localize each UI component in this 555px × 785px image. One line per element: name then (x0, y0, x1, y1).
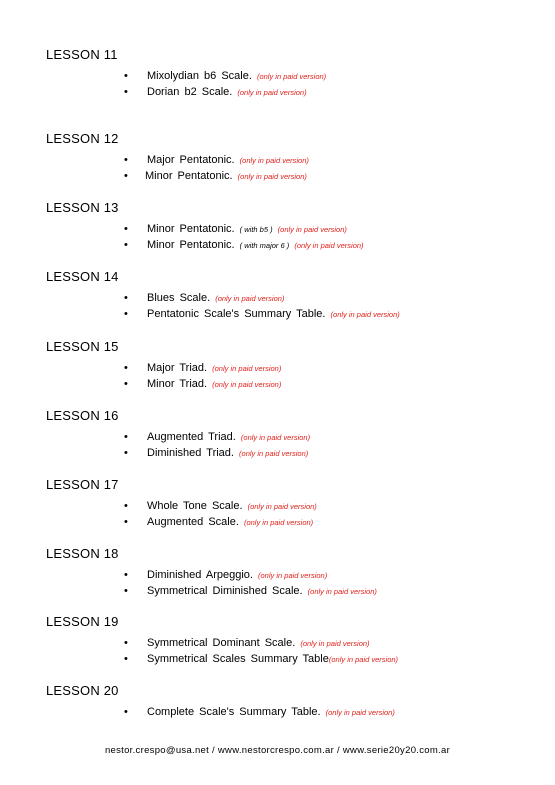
bullet: • (124, 239, 128, 251)
lesson-title: LESSON 18 (46, 546, 119, 561)
list-item (46, 498, 317, 514)
item-text: Minor Pentatonic. (147, 223, 235, 235)
item-text: Mixolydian b6 Scale. (147, 70, 252, 82)
paid-note: (only in paid version) (258, 571, 328, 580)
lesson-title: LESSON 11 (46, 47, 118, 62)
bullet: • (124, 516, 128, 528)
bullet: • (124, 362, 128, 374)
lesson-13 (46, 199, 364, 253)
lesson-15 (46, 338, 282, 392)
paid-note: (only in paid version) (325, 708, 395, 717)
bullet: • (124, 170, 128, 182)
lesson-14 (46, 268, 400, 322)
list-item (46, 168, 307, 184)
item-text: Blues Scale. (147, 292, 211, 304)
bullet: • (124, 154, 128, 166)
list-item (46, 84, 307, 100)
list-item (46, 567, 328, 583)
lesson-title: LESSON 19 (46, 614, 119, 629)
paid-note: (only in paid version) (294, 241, 364, 250)
paid-note: (only in paid version) (212, 364, 282, 373)
item-qualifier: ( with major 6 ) (239, 241, 290, 250)
lesson-title: LESSON 12 (46, 131, 119, 146)
bullet: • (124, 292, 128, 304)
list-item (46, 237, 364, 253)
bullet: • (124, 70, 128, 82)
paid-note: (only in paid version) (215, 294, 285, 303)
bullet: • (124, 569, 128, 581)
item-text: Augmented Scale. (147, 516, 239, 528)
paid-note: (only in paid version) (307, 587, 377, 596)
list-item (46, 360, 282, 376)
item-text: Dorian b2 Scale. (147, 86, 233, 98)
item-text: Symmetrical Dominant Scale. (147, 637, 296, 649)
paid-note: (only in paid version) (328, 655, 399, 664)
lesson-18 (46, 545, 377, 599)
list-item (46, 376, 282, 392)
footer-contact: nestor.crespo@usa.net / www.nestorcrespo.com.ar / www.serie20y20.com.ar (104, 745, 451, 756)
list-item (46, 152, 309, 168)
item-text: Diminished Arpeggio. (147, 569, 253, 581)
paid-note: (only in paid version) (243, 518, 314, 527)
item-text: Major Pentatonic. (147, 154, 235, 166)
list-item (46, 635, 370, 651)
lesson-title: LESSON 20 (46, 683, 119, 698)
list-item (46, 704, 395, 720)
item-text: Pentatonic Scale's Summary Table. (147, 308, 326, 320)
lesson-11 (46, 46, 327, 100)
lesson-12 (46, 130, 309, 184)
list-item (46, 290, 285, 306)
item-text: Minor Triad. (147, 378, 208, 390)
bullet: • (124, 585, 128, 597)
paid-note: (only in paid version) (237, 172, 307, 181)
lesson-title: LESSON 14 (46, 269, 119, 284)
bullet: • (124, 500, 128, 512)
paid-note: (only in paid version) (247, 502, 317, 511)
list-item (46, 221, 347, 237)
item-text: Whole Tone Scale. (147, 500, 243, 512)
list-item (46, 68, 327, 84)
lesson-20 (46, 682, 395, 720)
bullet: • (124, 637, 128, 649)
item-qualifier: ( with b5 ) (239, 225, 273, 234)
lesson-19 (46, 613, 399, 667)
item-text: Complete Scale's Summary Table. (147, 706, 321, 718)
bullet: • (124, 706, 128, 718)
item-text: Minor Pentatonic. (145, 170, 233, 182)
lesson-title: LESSON 16 (46, 408, 119, 423)
item-text: Major Triad. (147, 362, 208, 374)
paid-note: (only in paid version) (256, 72, 327, 81)
bullet: • (124, 653, 128, 665)
bullet: • (124, 86, 128, 98)
bullet: • (124, 431, 128, 443)
lesson-title: LESSON 15 (46, 339, 119, 354)
list-item (46, 514, 314, 530)
item-text: Augmented Triad. (147, 431, 236, 443)
paid-note: (only in paid version) (212, 380, 282, 389)
paid-note: (only in paid version) (330, 310, 400, 319)
bullet: • (124, 378, 128, 390)
lesson-title: LESSON 17 (46, 477, 119, 492)
item-text: Symmetrical Scales Summary Table (147, 653, 329, 665)
paid-note: (only in paid version) (237, 88, 307, 97)
list-item (46, 429, 311, 445)
lesson-16 (46, 407, 311, 461)
item-text: Symmetrical Diminished Scale. (147, 585, 303, 597)
lesson-17 (46, 476, 317, 530)
list-item (46, 306, 400, 322)
list-item (46, 651, 399, 667)
paid-note: (only in paid version) (277, 225, 347, 234)
lesson-title: LESSON 13 (46, 200, 119, 215)
item-text: Minor Pentatonic. (147, 239, 235, 251)
paid-note: (only in paid version) (239, 156, 309, 165)
paid-note: (only in paid version) (240, 433, 311, 442)
list-item (46, 445, 309, 461)
bullet: • (124, 447, 128, 459)
item-text: Diminished Triad. (147, 447, 234, 459)
bullet: • (124, 223, 128, 235)
paid-note: (only in paid version) (300, 639, 370, 648)
list-item (46, 583, 377, 599)
paid-note: (only in paid version) (239, 449, 309, 458)
bullet: • (124, 308, 128, 320)
